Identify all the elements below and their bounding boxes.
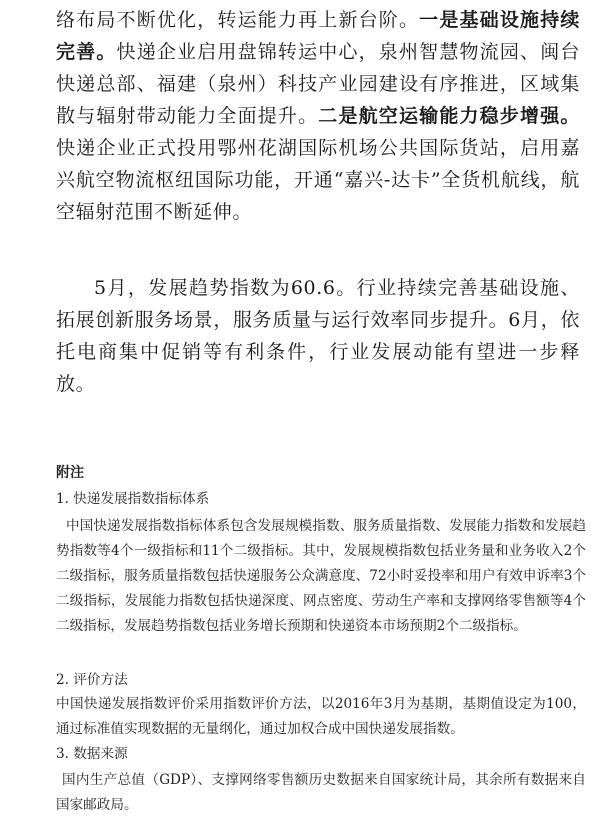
- body-paragraph-2: 5月，发展趋势指数为60.6。行业持续完善基础设施、拓展创新服务场景，服务质量与运行效率同步提升。6月，依托电商集中促销等有利条件，行业发展动能有望进一步释放。: [56, 277, 580, 395]
- note-3-body: 国内生产总值（GDP）、支撑网络零售额历史数据来自国家统计局，其余所有数据来自国家邮政局。: [56, 772, 586, 813]
- paragraph-1-sentence-3: 快递企业启用盘锦转运中心，泉州智慧物流园、闽台快递总部、福建（泉州）科技产业园建设有序推进，区域集散与辐射带动能力全面提升。: [56, 41, 580, 127]
- notes-title: 附注: [56, 465, 84, 481]
- note-2-body: 中国快递发展指数评价采用指数评价方法，以2016年3月为基期，基期值设定为100，通过标准值实现数据的无量纲化，通过加权合成中国快递发展指数。: [56, 696, 586, 737]
- paragraph-1-sentence-5: 快递企业正式投用鄂州花湖国际机场公共国际货站，启用嘉兴航空物流枢纽国际功能，开通“嘉兴-达卡”全货机航线，航空辐射范围不断延伸。: [56, 137, 580, 223]
- note-1-body: 中国快递发展指数指标体系包含发展规模指数、服务质量指数、发展能力指数和发展趋势指数等4个一级指标和11个二级指标。其中，发展规模指数包括业务量和业务收入2个二级指标，服务质量指数包括快递服务公众满意度、72小时妥投率和用户有效申诉率3个二级指标，发展能力指数包括快递深度、网点密度、劳动生产率和支撑网络零售额等4个二级指标，发展趋势指数包括业务增长预期和快递资本市场预期2个二级指标。: [56, 518, 586, 634]
- point-one-heading: 一是基础设施持续完善。: [56, 9, 580, 63]
- note-2-heading: 2. 评价方法: [56, 672, 128, 688]
- paragraph-1-sentence-1: 络布局不断优化，转运能力再上新台阶。: [56, 9, 420, 31]
- body-paragraph-1: [56, 4, 580, 228]
- point-two-heading: 二是航空运输能力稳步增强。: [318, 105, 580, 127]
- note-3-heading: 3. 数据来源: [56, 746, 128, 762]
- note-1-heading: 1. 快递发展指数指标体系: [56, 491, 210, 507]
